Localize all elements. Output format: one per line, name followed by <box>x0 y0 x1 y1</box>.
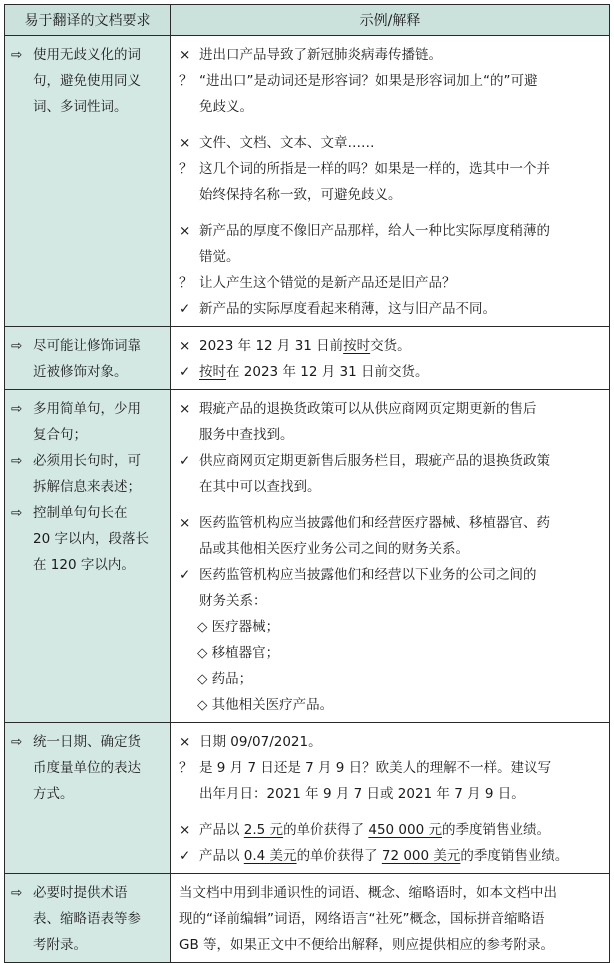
requirement-line: 20 字以内，段落长 <box>33 531 149 547</box>
question-icon: ？ <box>179 275 193 291</box>
requirement-text: 必须用长句时，可 <box>33 453 141 469</box>
requirement-line: 在 120 字以内。 <box>33 557 135 573</box>
example-line <box>179 270 601 296</box>
requirement-line: 表、缩略语表等参 <box>33 911 141 927</box>
requirement-text: 统一日期、确定货 <box>33 734 141 750</box>
example-text: 2023 年 12 月 31 日前按时交货。 <box>199 338 411 354</box>
spacer <box>179 807 601 817</box>
requirement-text: 必要时提供术语 <box>33 885 128 901</box>
example-text: 这几个词的所指是一样的吗？如果是一样的，选其中一个并 <box>199 161 550 177</box>
example-text: 医药监管机构应当披露他们和经营以下业务的公司之间的 <box>199 567 537 583</box>
requirement-line <box>11 500 164 526</box>
table-row <box>5 874 610 963</box>
explanation-line: 现的“译前编辑”词语，网络语言“社死”概念，国标拼音缩略语 <box>179 911 545 927</box>
example-text: 日期 09/07/2021。 <box>199 734 322 750</box>
cross-icon: × <box>179 135 191 151</box>
requirement-line: 词、多词性词。 <box>33 99 128 115</box>
table-body <box>5 36 610 963</box>
requirement-cell <box>5 327 171 390</box>
arrow-icon: ⇨ <box>11 401 23 417</box>
example-text: 产品以 2.5 元的单价获得了 450 000 元的季度销售业绩。 <box>199 822 550 838</box>
example-line <box>179 68 601 94</box>
requirement-cell <box>5 36 171 327</box>
list-item: ◇ 移植器官； <box>197 645 280 661</box>
requirement-line: 句，避免使用同义 <box>33 73 141 89</box>
cross-icon: × <box>179 734 191 750</box>
example-cell <box>171 723 610 874</box>
example-text: 进出口产品导致了新冠肺炎病毒传播链。 <box>199 47 442 63</box>
question-icon: ？ <box>179 73 193 89</box>
requirement-line <box>11 396 164 422</box>
check-icon: ✓ <box>179 364 191 380</box>
requirement-line <box>11 42 164 68</box>
example-text: 是 9 月 7 日还是 7 月 9 日？欧美人的理解不一样。建议写 <box>199 760 552 776</box>
example-line <box>179 218 601 244</box>
underlined-term: 0.4 美元 <box>243 848 297 864</box>
requirement-text: 尽可能让修饰词靠 <box>33 338 141 354</box>
requirement-line: 方式。 <box>33 786 74 802</box>
spacer <box>179 500 601 510</box>
example-line <box>179 510 601 536</box>
example-continuation: 财务关系： <box>199 593 267 609</box>
example-continuation: 出年月日：2021 年 9 月 7 日或 2021 年 7 月 9 日。 <box>199 786 525 802</box>
example-text: 文件、文档、文本、文章…… <box>199 135 375 151</box>
explanation-line: 当文档中用到非通识性的词语、概念、缩略语时，如本文档中出 <box>179 885 557 901</box>
example-text: 让人产生这个错觉的是新产品还是旧产品？ <box>199 275 456 291</box>
underlined-term: 2.5 元 <box>243 822 284 838</box>
example-text: 按时在 2023 年 12 月 31 日前交货。 <box>199 364 429 380</box>
explanation-line: GB 等，如果正文中不便给出解释，则应提供相应的参考附录。 <box>179 937 555 953</box>
example-cell <box>171 874 610 963</box>
example-text: 医药监管机构应当披露他们和经营医疗器械、移植器官、药 <box>199 515 550 531</box>
arrow-icon: ⇨ <box>11 47 23 63</box>
example-line <box>179 817 601 843</box>
example-cell <box>171 390 610 723</box>
example-text: 新产品的厚度不像旧产品那样，给人一种比实际厚度稍薄的 <box>199 223 550 239</box>
example-line <box>179 359 601 385</box>
example-cell <box>171 36 610 327</box>
spacer <box>179 120 601 130</box>
table-row <box>5 327 610 390</box>
underlined-term: 450 000 元 <box>368 822 442 838</box>
requirement-line <box>11 448 164 474</box>
list-item: ◇ 医疗器械； <box>197 619 280 635</box>
underlined-term: 按时 <box>199 364 226 380</box>
arrow-icon: ⇨ <box>11 734 23 750</box>
table-row <box>5 723 610 874</box>
example-continuation: 在其中可以查找到。 <box>199 479 321 495</box>
requirement-cell <box>5 723 171 874</box>
arrow-icon: ⇨ <box>11 505 23 521</box>
table-header-row <box>5 5 610 36</box>
check-icon: ✓ <box>179 848 191 864</box>
example-continuation: 服务中查找到。 <box>199 427 294 443</box>
requirement-text: 多用简单句，少用 <box>33 401 141 417</box>
check-icon: ✓ <box>179 453 191 469</box>
requirement-line: 考附录。 <box>33 937 87 953</box>
cross-icon: × <box>179 401 191 417</box>
example-continuation: 始终保持名称一致，可避免歧义。 <box>199 187 402 203</box>
example-text: 产品以 0.4 美元的单价获得了 72 000 美元的季度销售业绩。 <box>199 848 569 864</box>
requirement-text: 控制单句句长在 <box>33 505 128 521</box>
underlined-term: 按时 <box>343 338 371 354</box>
example-continuation: 免歧义。 <box>199 99 253 115</box>
requirement-line: 复合句； <box>33 427 87 443</box>
example-text: 供应商网页定期更新售后服务栏目，瑕疵产品的退换货政策 <box>199 453 550 469</box>
requirement-line: 近被修饰对象。 <box>33 364 128 380</box>
cross-icon: × <box>179 515 191 531</box>
arrow-icon: ⇨ <box>11 453 23 469</box>
header-requirements: 易于翻译的文档要求 <box>5 5 171 36</box>
example-cell <box>171 327 610 390</box>
requirement-cell <box>5 390 171 723</box>
list-item: ◇ 药品； <box>197 671 253 687</box>
header-examples: 示例/解释 <box>171 5 610 36</box>
question-icon: ？ <box>179 161 193 177</box>
question-icon: ？ <box>179 760 193 776</box>
example-line <box>179 729 601 755</box>
cross-icon: × <box>179 822 191 838</box>
arrow-icon: ⇨ <box>11 338 23 354</box>
example-text: 新产品的实际厚度看起来稍薄，这与旧产品不同。 <box>199 301 496 317</box>
example-text: 瑕疵产品的退换货政策可以从供应商网页定期更新的售后 <box>199 401 537 417</box>
requirement-line: 拆解信息来表述； <box>33 479 141 495</box>
requirement-line <box>11 333 164 359</box>
requirement-line <box>11 880 164 906</box>
check-icon: ✓ <box>179 301 191 317</box>
example-line <box>179 396 601 422</box>
example-line <box>179 333 601 359</box>
example-text: “进出口”是动词还是形容词？如果是形容词加上“的”可避 <box>199 73 538 89</box>
underlined-term: 72 000 美元 <box>381 848 461 864</box>
requirement-line <box>11 729 164 755</box>
spacer <box>179 208 601 218</box>
example-line <box>179 296 601 322</box>
example-line <box>179 156 601 182</box>
example-line <box>179 843 601 869</box>
table-row <box>5 36 610 327</box>
cross-icon: × <box>179 338 191 354</box>
cross-icon: × <box>179 223 191 239</box>
requirement-cell <box>5 874 171 963</box>
requirement-line: 币度量单位的表达 <box>33 760 141 776</box>
example-line <box>179 448 601 474</box>
requirement-text: 使用无歧义化的词 <box>33 47 141 63</box>
arrow-icon: ⇨ <box>11 885 23 901</box>
example-continuation: 品或其他相关医疗业务公司之间的财务关系。 <box>199 541 469 557</box>
cross-icon: × <box>179 47 191 63</box>
example-continuation: 错觉。 <box>199 249 240 265</box>
example-line <box>179 562 601 588</box>
translation-requirements-table <box>4 4 610 963</box>
list-item: ◇ 其他相关医疗产品。 <box>197 697 334 713</box>
example-line <box>179 42 601 68</box>
example-line <box>179 755 601 781</box>
example-line <box>179 130 601 156</box>
check-icon: ✓ <box>179 567 191 583</box>
table-row <box>5 390 610 723</box>
